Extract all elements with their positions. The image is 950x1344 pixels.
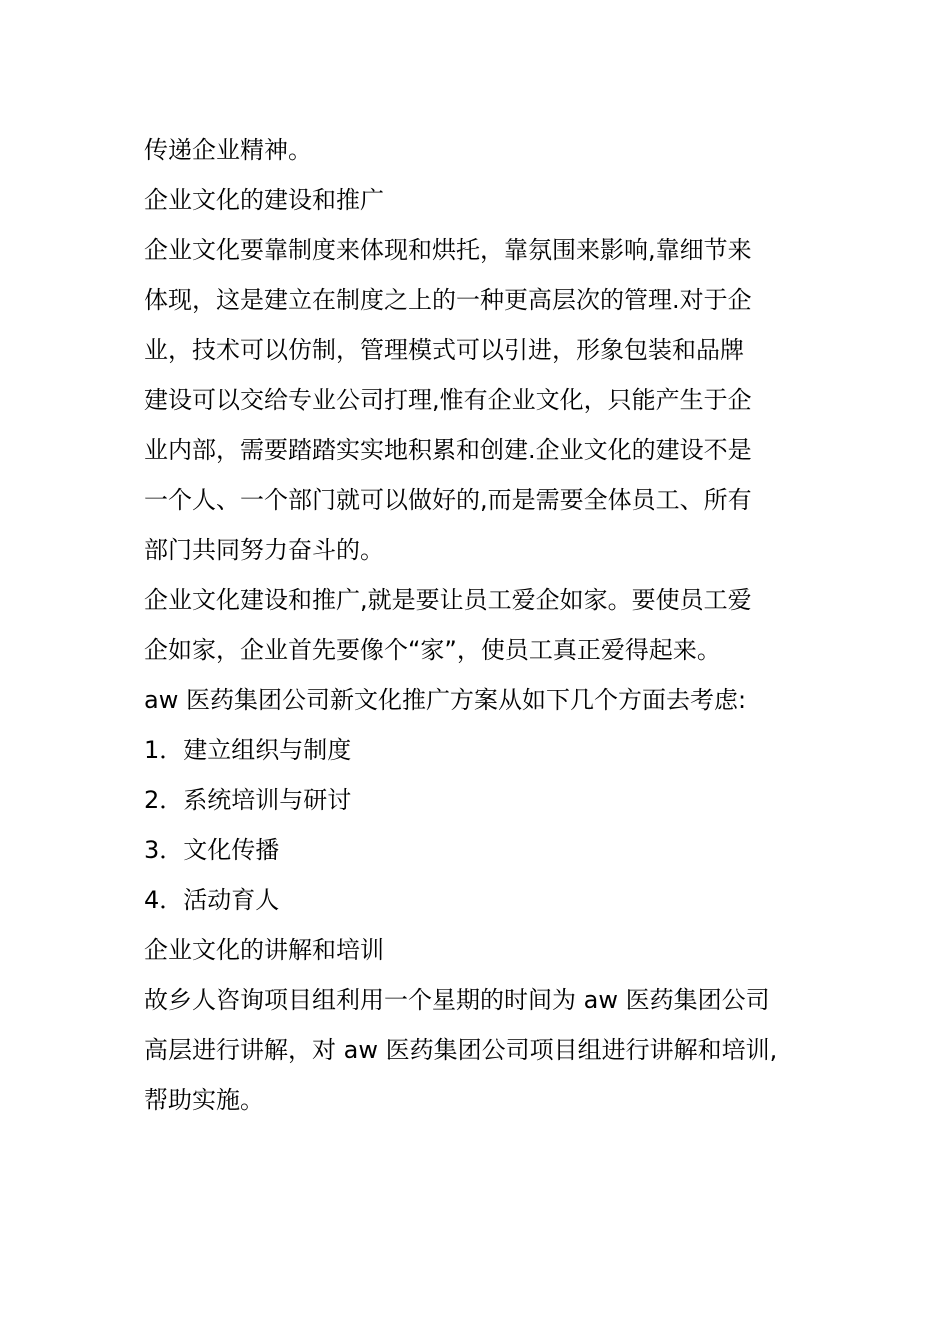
heading-text: 企业文化的讲解和培训 <box>144 936 384 964</box>
text-line: 业，技术可以仿制，管理模式可以引进，形象包装和品牌 <box>144 336 744 364</box>
document-body <box>144 125 824 1125</box>
section-heading-training <box>144 925 824 975</box>
text-line: 企业文化建设和推广,就是要让员工爱企如家。要使员工爱 <box>144 586 752 614</box>
paragraph-culture-system <box>144 225 824 575</box>
text-line: 部门共同努力奋斗的。 <box>144 536 384 564</box>
text-line: 帮助实施。 <box>144 1086 264 1114</box>
heading-text: 企业文化的建设和推广 <box>144 186 384 214</box>
list-item: 2．系统培训与研讨 <box>144 786 352 814</box>
text-line: aw 医药集团公司新文化推广方案从如下几个方面去考虑: <box>144 686 747 714</box>
list-item: 3．文化传播 <box>144 836 280 864</box>
text-line: 高层进行讲解，对 aw 医药集团公司项目组进行讲解和培训, <box>144 1036 778 1064</box>
paragraph-plan-intro <box>144 675 824 725</box>
text-line: 业内部，需要踏踏实实地积累和创建.企业文化的建设不是 <box>144 436 752 464</box>
text-line: 传递企业精神。 <box>144 136 312 164</box>
list-item: 4．活动育人 <box>144 886 280 914</box>
paragraph-training <box>144 975 824 1125</box>
text-line: 故乡人咨询项目组利用一个星期的时间为 aw 医药集团公司 <box>144 986 770 1014</box>
text-line: 一个人、一个部门就可以做好的,而是需要全体员工、所有 <box>144 486 752 514</box>
paragraph-intro-tail <box>144 125 824 175</box>
plan-list <box>144 725 824 925</box>
text-line: 企如家，企业首先要像个“家”，使员工真正爱得起来。 <box>144 636 721 664</box>
text-line: 企业文化要靠制度来体现和烘托，靠氛围来影响,靠细节来 <box>144 236 752 264</box>
text-line: 体现，这是建立在制度之上的一种更高层次的管理.对于企 <box>144 286 752 314</box>
paragraph-home-like <box>144 575 824 675</box>
section-heading-culture-building <box>144 175 824 225</box>
list-item: 1．建立组织与制度 <box>144 736 352 764</box>
text-line: 建设可以交给专业公司打理,惟有企业文化，只能产生于企 <box>144 386 752 414</box>
